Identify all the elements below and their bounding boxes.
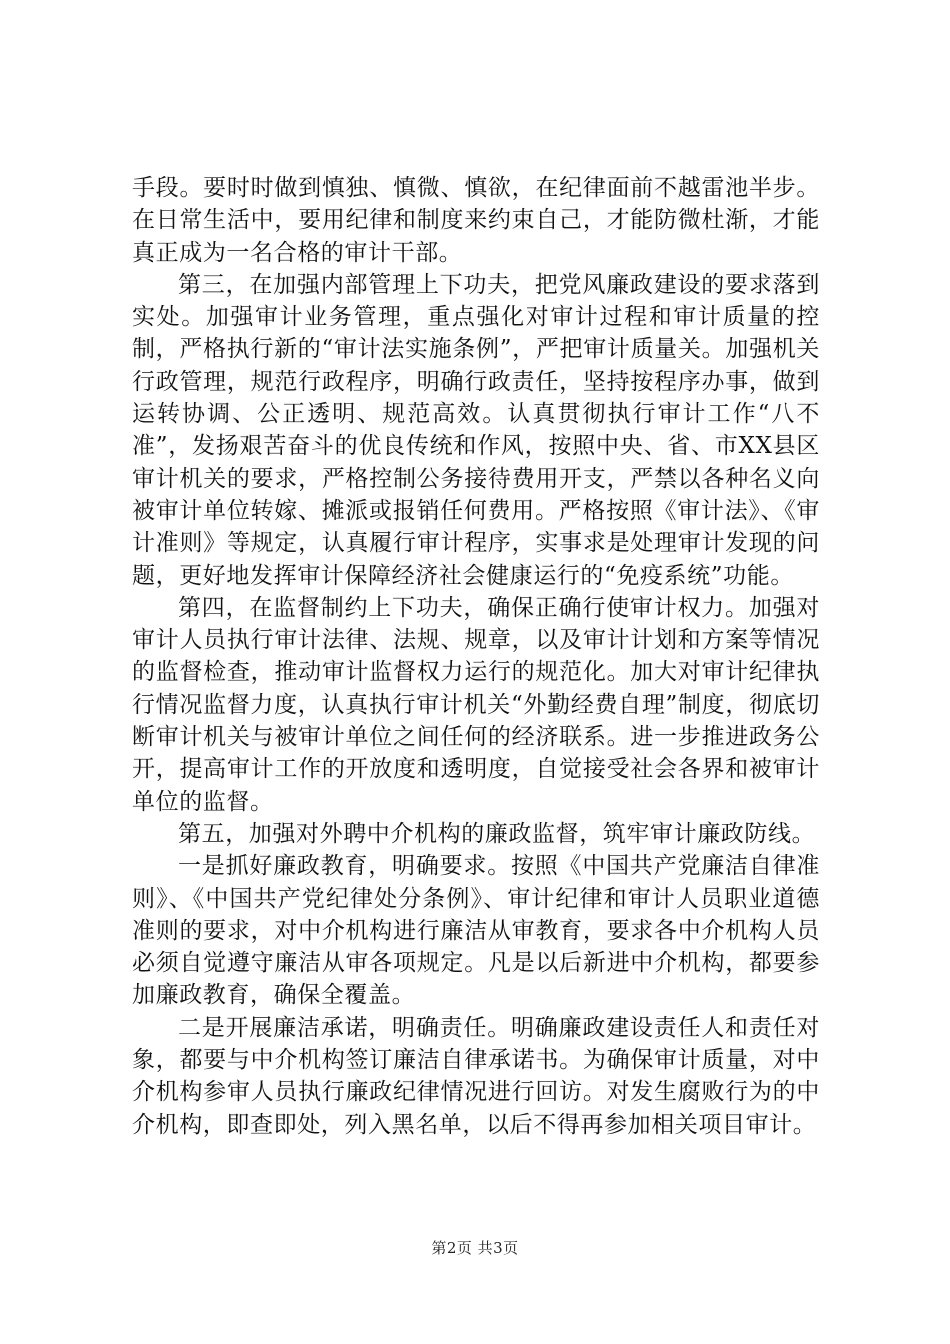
page-number-footer: 第2页 共3页 (431, 1239, 519, 1257)
paragraph-fifth-point: 第五，加强对外聘中介机构的廉政监督，筑牢审计廉政防线。 (178, 820, 816, 847)
document-body (132, 172, 820, 1141)
paragraph-sub-point-one: 一是抓好廉政教育，明确要求。按照《中国共产党廉洁自律准则》、《中国共产党纪律处分条例》、审计纪律和审计人员职业道德准则的要求，对中介机构进行廉洁从审教育，要求各中介机构人员必须自觉遵守廉洁从审各项规定。凡是以后新进中介机构，都要参加廉政教育，确保全覆盖。 (132, 853, 820, 1009)
paragraph-fourth-point: 第四，在监督制约上下功夫，确保正确行使审计权力。加强对审计人员执行审计法律、法规、规章，以及审计计划和方案等情况的监督检查，推动审计监督权力运行的规范化。加大对审计纪律执行情况监督力度，认真执行审计机关“外勤经费自理”制度，彻底切断审计机关与被审计单位之间任何的经济联系。进一步推进政务公开，提高审计工作的开放度和透明度，自觉接受社会各界和被审计单位的监督。 (132, 594, 820, 815)
paragraph-sub-point-two: 二是开展廉洁承诺，明确责任。明确廉政建设责任人和责任对象，都要与中介机构签订廉洁自律承诺书。为确保审计质量，对中介机构参审人员执行廉政纪律情况进行回访。对发生腐败行为的中介机构，即查即处，列入黑名单，以后不得再参加相关项目审计。 (132, 1014, 820, 1138)
paragraph-third-point: 第三，在加强内部管理上下功夫，把党风廉政建设的要求落到实处。加强审计业务管理，重点强化对审计过程和审计质量的控制，严格执行新的“审计法实施条例”，严把审计质量关。加强机关行政管理，规范行政程序，明确行政责任，坚持按程序办事，做到运转协调、公正透明、规范高效。认真贯彻执行审计工作“八不准”，发扬艰苦奋斗的优良传统和作风，按照中央、省、市XX县区审计机关的要求，严格控制公务接待费用开支，严禁以各种名义向被审计单位转嫁、摊派或报销任何费用。严格按照《审计法》、《审计准则》等规定，认真履行审计程序，实事求是处理审计发现的问题，更好地发挥审计保障经济社会健康运行的“免疫系统”功能。 (132, 271, 820, 589)
paragraph-continuation: 手段。要时时做到慎独、慎微、慎欲，在纪律面前不越雷池半步。在日常生活中，要用纪律和制度来约束自己，才能防微杜渐，才能真正成为一名合格的审计干部。 (132, 175, 820, 266)
